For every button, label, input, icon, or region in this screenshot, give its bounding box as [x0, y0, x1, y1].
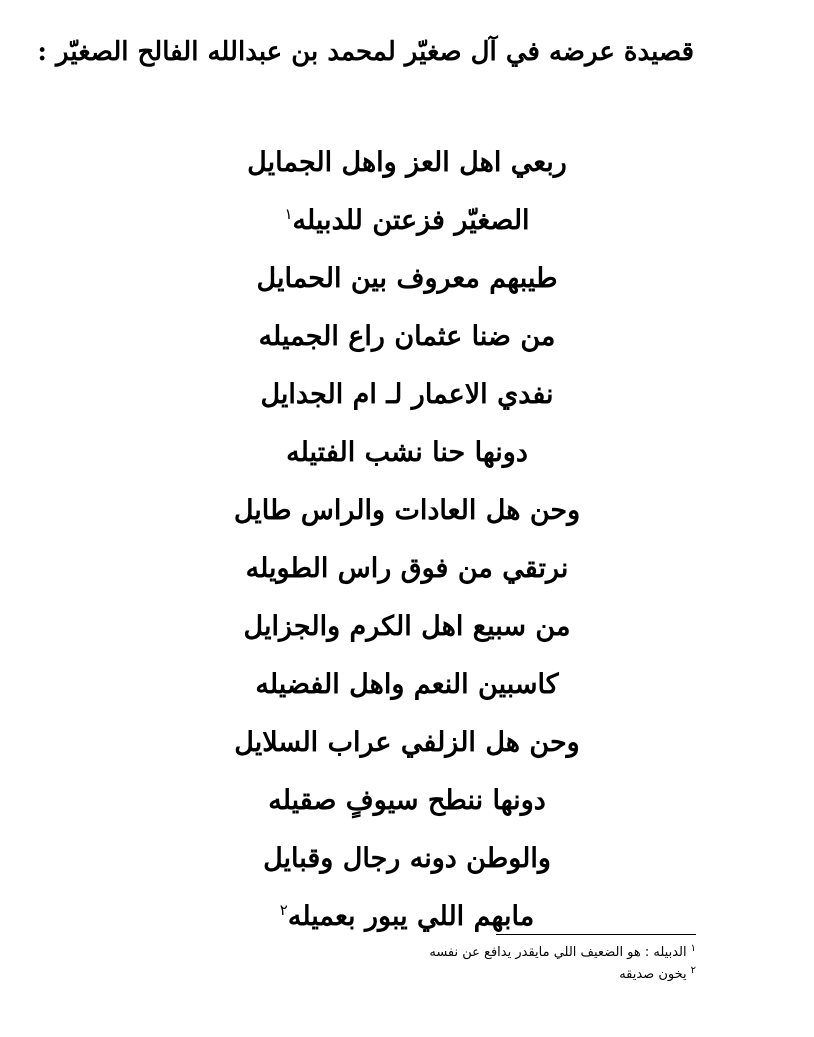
verse-line: [0, 714, 814, 772]
poem: [0, 134, 814, 946]
verse-line: [0, 656, 814, 714]
verse-line: [0, 192, 814, 250]
verse-line: [0, 540, 814, 598]
verse-line: [0, 830, 814, 888]
verse-line: [0, 308, 814, 366]
footnote-number: ٢: [690, 964, 696, 976]
verse-text: ربعي اهل العز واهل الجمايل: [247, 147, 567, 178]
footnote-text: الدبيله : هو الضعيف اللي مايقدر يدافع عن نفسه: [429, 945, 687, 960]
verse-text: دونها حنا نشب الفتيله: [286, 437, 528, 468]
footnote: [200, 964, 696, 986]
verse-text: نفدي الاعمار لـ ام الجدايل: [260, 379, 554, 410]
verse-line: [0, 772, 814, 830]
verse-line: [0, 424, 814, 482]
verse-line: [0, 250, 814, 308]
footnote: [200, 942, 696, 964]
verse-line: [0, 482, 814, 540]
footnote-mark: ٢: [279, 901, 288, 919]
verse-text: كاسبين النعم واهل الفضيله: [255, 669, 559, 700]
verse-text: وحن هل الزلفي عراب السلايل: [234, 727, 580, 758]
page-title: قصيدة عرضه في آل صغيّر لمحمد بن عبدالله الفالح الصغيّر :: [37, 37, 694, 67]
verse-text: من سبيع اهل الكرم والجزايل: [243, 611, 571, 642]
footnote-text: يخون صديقه: [619, 967, 687, 982]
verse-text: طيبهم معروف بين الحمايل: [256, 263, 558, 294]
verse-text: دونها ننطح سيوفٍ صقيله: [268, 785, 546, 816]
verse-text: الصغيّر فزعتن للدبيله: [292, 205, 530, 236]
verse-line: [0, 598, 814, 656]
verse-text: وحن هل العادات والراس طايل: [233, 495, 581, 526]
verse-line: [0, 888, 814, 946]
verse-text: من ضنا عثمان راع الجميله: [258, 321, 556, 352]
verse-text: والوطن دونه رجال وقبايل: [263, 843, 551, 874]
footnote-divider: [496, 934, 696, 935]
footnote-number: ١: [690, 942, 696, 954]
footnotes: [200, 942, 696, 986]
verse-line: [0, 366, 814, 424]
verse-text: مابهم اللي يبور بعميله: [287, 901, 535, 932]
verse-line: [0, 134, 814, 192]
footnote-mark: ١: [284, 205, 293, 223]
verse-text: نرتقي من فوق راس الطويله: [245, 553, 569, 584]
